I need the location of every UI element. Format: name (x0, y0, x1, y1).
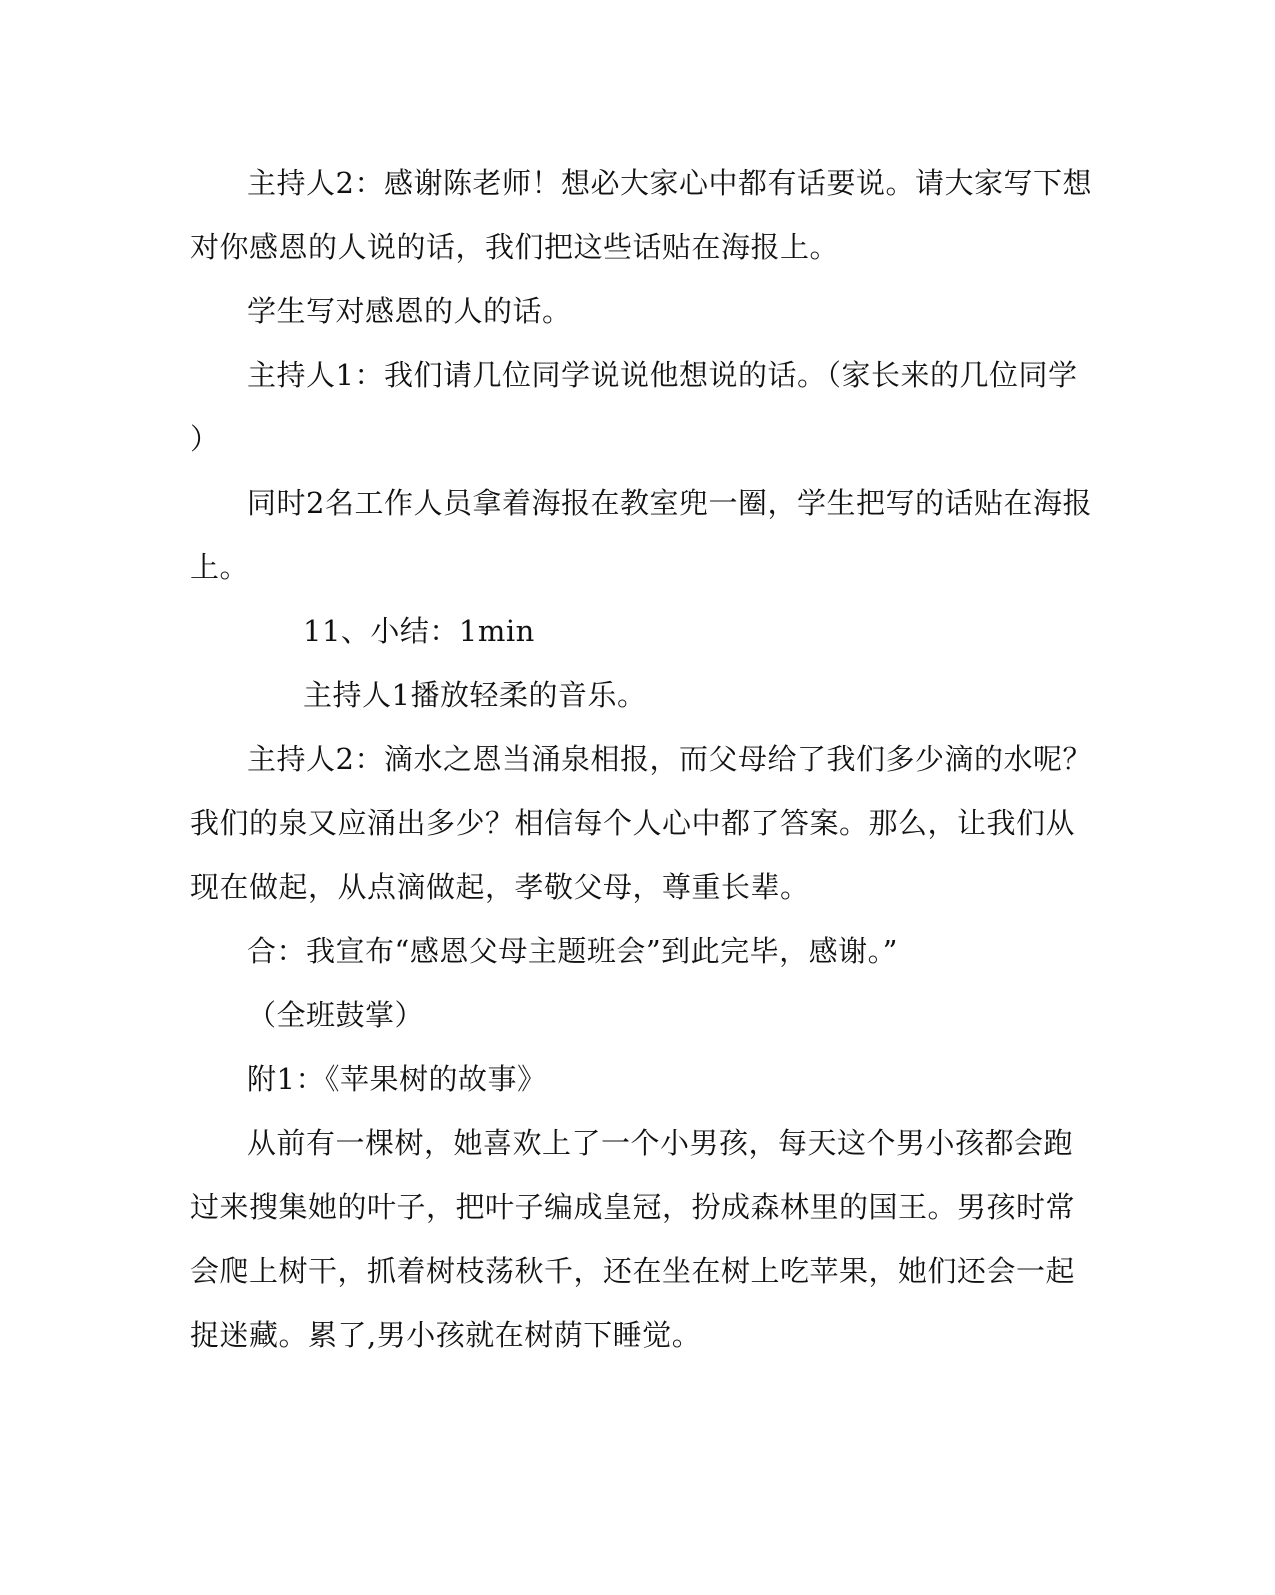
text-line: 对你感恩的人说的话，我们把这些话贴在海报上。 (190, 230, 840, 264)
text-line: 捉迷藏。累了,男小孩就在树荫下睡觉。 (190, 1318, 702, 1352)
text-line: 上。 (190, 550, 250, 584)
text-line: 从前有一棵树，她喜欢上了一个小男孩，每天这个男小孩都会跑 (247, 1126, 1074, 1160)
text-line: 过来搜集她的叶子，把叶子编成皇冠，扮成森林里的国王。男孩时常 (190, 1190, 1076, 1224)
text-line: 合：我宣布“感恩父母主题班会”到此完毕，感谢。” (247, 934, 898, 968)
text-line: 我们的泉又应涌出多少？相信每个人心中都了答案。那么，让我们从 (190, 806, 1076, 840)
text-line: 主持人2：滴水之恩当涌泉相报，而父母给了我们多少滴的水呢？ (247, 742, 1092, 776)
text-line: 现在做起，从点滴做起，孝敬父母，尊重长辈。 (190, 870, 810, 904)
text-line: 会爬上树干，抓着树枝荡秋千，还在坐在树上吃苹果，她们还会一起 (190, 1254, 1076, 1288)
text-line: 同时2名工作人员拿着海报在教室兜一圈，学生把写的话贴在海报 (247, 486, 1092, 520)
text-line: ） (190, 422, 220, 456)
section-heading: 11、小结：1min (303, 614, 535, 648)
appendix-title: 附1：《苹果树的故事》 (247, 1062, 547, 1096)
text-line: 主持人2：感谢陈老师！想必大家心中都有话要说。请大家写下想 (247, 166, 1092, 200)
text-line: 学生写对感恩的人的话。 (247, 294, 572, 328)
text-line: 主持人1播放轻柔的音乐。 (303, 678, 647, 712)
text-line: 主持人1：我们请几位同学说说他想说的话。（家长来的几位同学 (247, 358, 1078, 392)
text-line: （全班鼓掌） (247, 998, 425, 1032)
